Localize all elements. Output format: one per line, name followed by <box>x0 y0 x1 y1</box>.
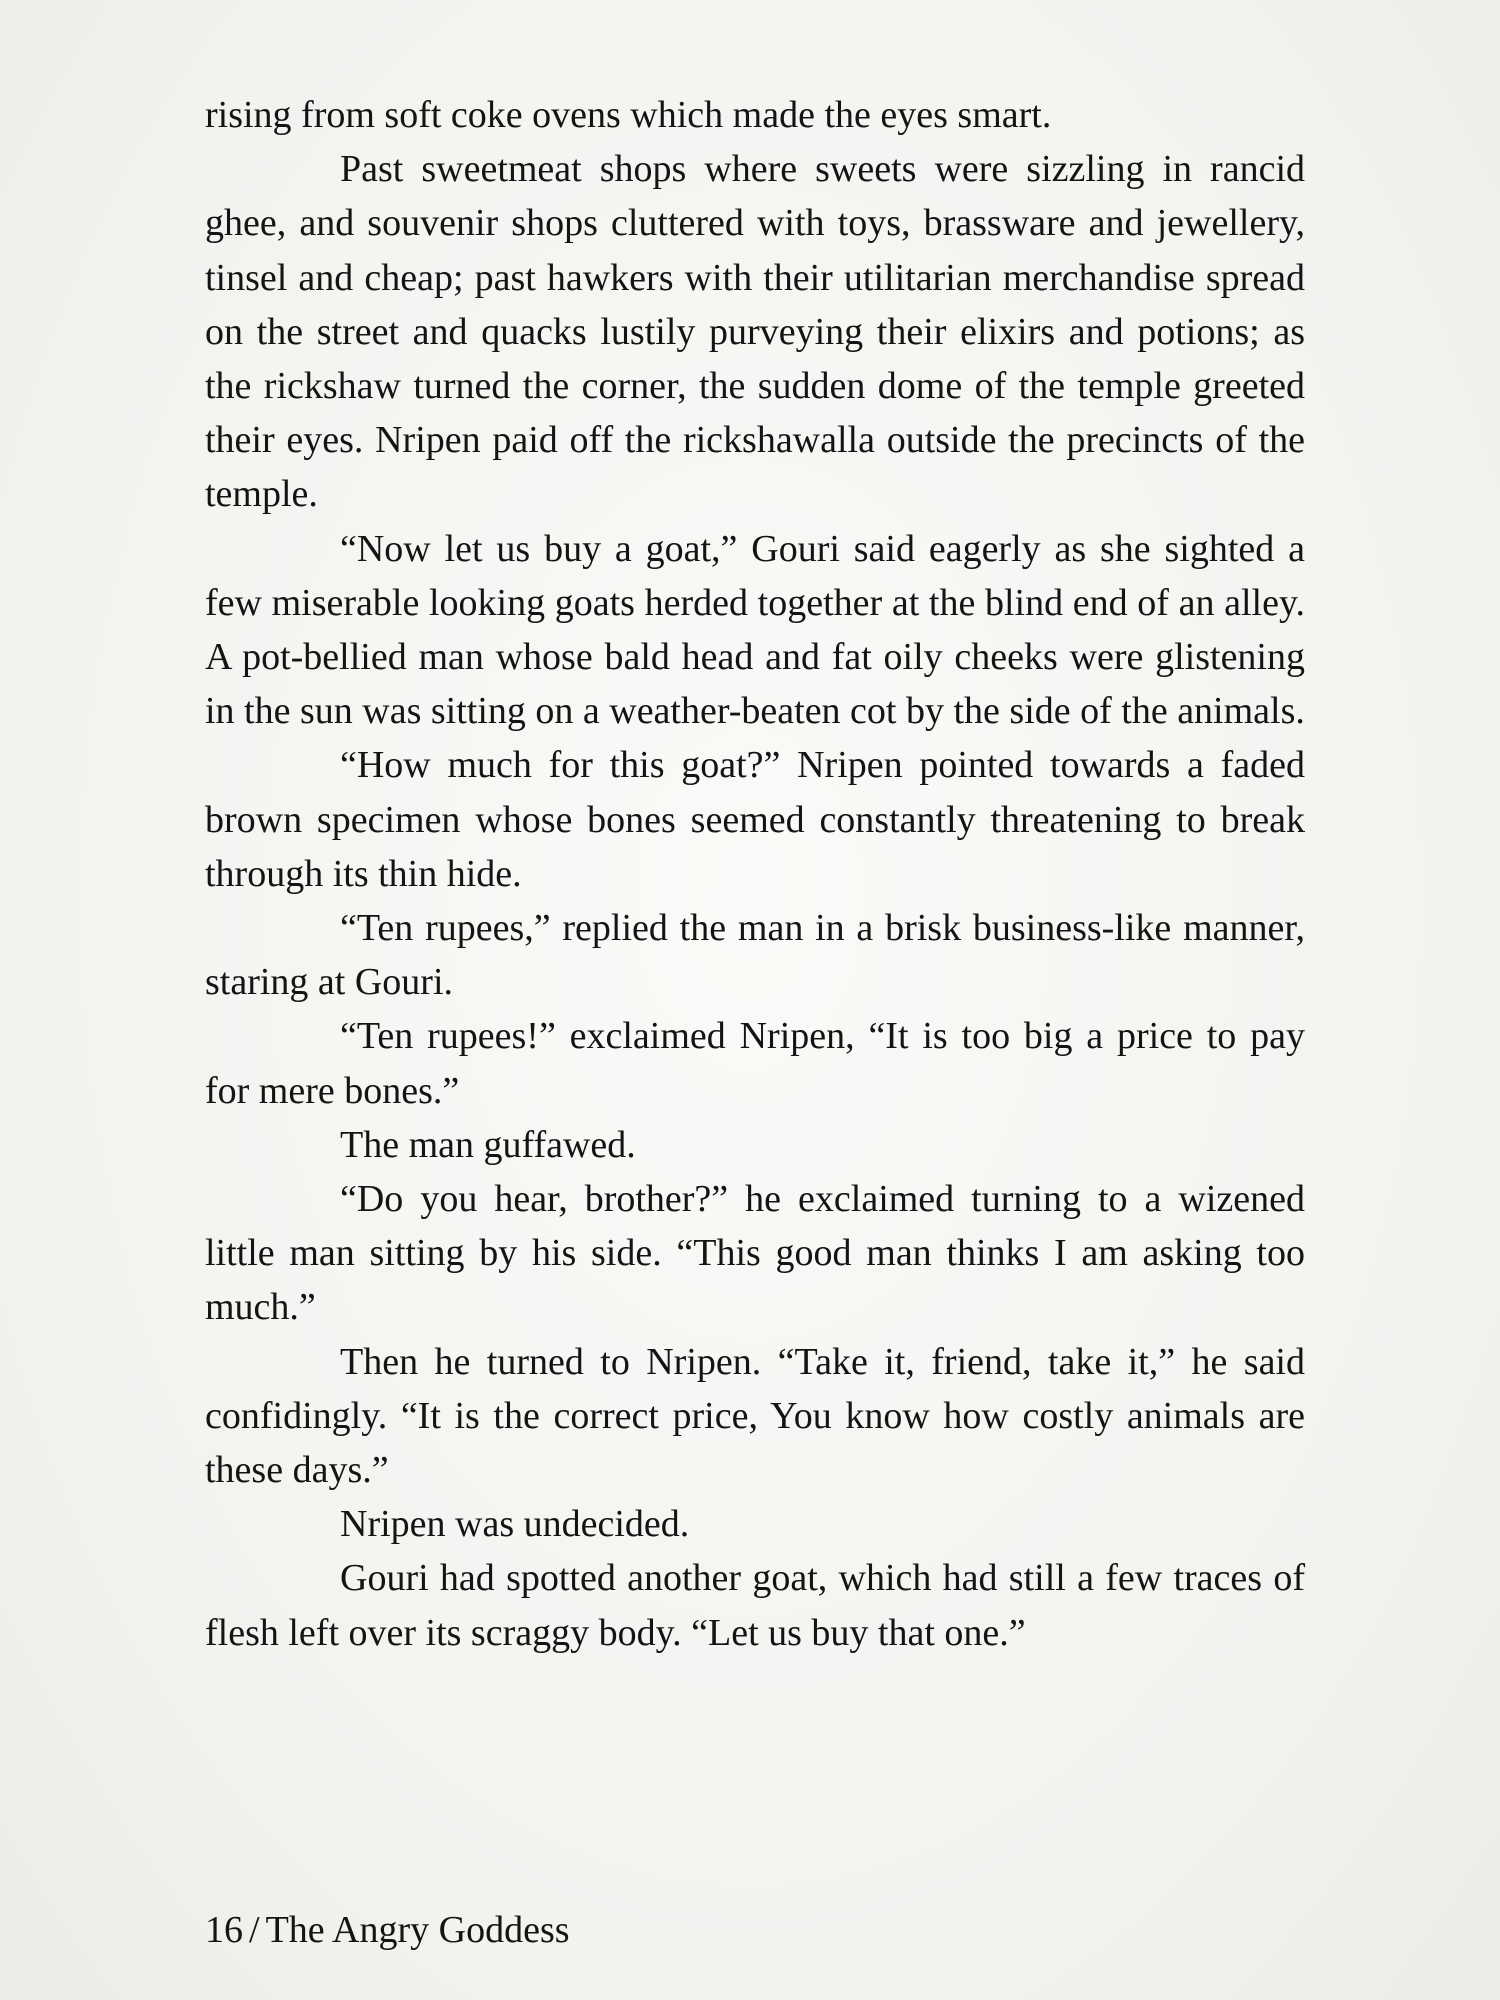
paragraph-3: “Now let us buy a goat,” Gouri said eagerly as she sighted a few miserable looking goats herded together at the blind end of an alley. A pot-bellied man whose bald head and fat oily cheeks were glistening in the sun was sitting on a weather-beaten cot by the side of the animals. <box>205 527 1305 733</box>
paragraph-5: “Ten rupees,” replied the man in a brisk business-like manner, staring at Gouri. <box>205 907 1305 1004</box>
paragraph-4: “How much for this goat?” Nripen pointed towards a faded brown specimen whose bones seemed constantly threatening to break through its thin hide. <box>205 744 1305 895</box>
paragraph-7: The man guffawed. <box>340 1123 636 1166</box>
page-footer <box>205 1908 570 1952</box>
paragraph-11: Gouri had spotted another goat, which had still a few traces of flesh left over its scraggy body. “Let us buy that one.” <box>205 1557 1305 1654</box>
paragraph-2: Past sweetmeat shops where sweets were sizzling in rancid ghee, and souvenir shops cluttered with toys, brassware and jewellery, tinsel and cheap; past hawkers with their utilitarian merchandise spread on the street and quacks lustily purveying their elixirs and potions; as the rickshaw turned the corner, the sudden dome of the temple greeted their eyes. Nripen paid off the rickshawalla outside the precincts of the temple. <box>205 148 1305 516</box>
book-title: The Angry Goddess <box>265 1909 570 1951</box>
body-text <box>205 88 1305 1660</box>
paragraph-6: “Ten rupees!” exclaimed Nripen, “It is too big a price to pay for mere bones.” <box>205 1015 1305 1112</box>
paragraph-9: Then he turned to Nripen. “Take it, friend, take it,” he said confidingly. “It is the correct price, You know how costly animals are these days.” <box>205 1340 1305 1492</box>
paragraph-8: “Do you hear, brother?” he exclaimed turning to a wizened little man sitting by his side. “This good man thinks I am asking too much.” <box>205 1178 1305 1329</box>
paragraph-1: rising from soft coke ovens which made the eyes smart. <box>205 94 1052 136</box>
paragraph-10: Nripen was undecided. <box>340 1503 690 1546</box>
footer-separator: / <box>249 1909 260 1951</box>
page-number: 16 <box>205 1909 243 1951</box>
